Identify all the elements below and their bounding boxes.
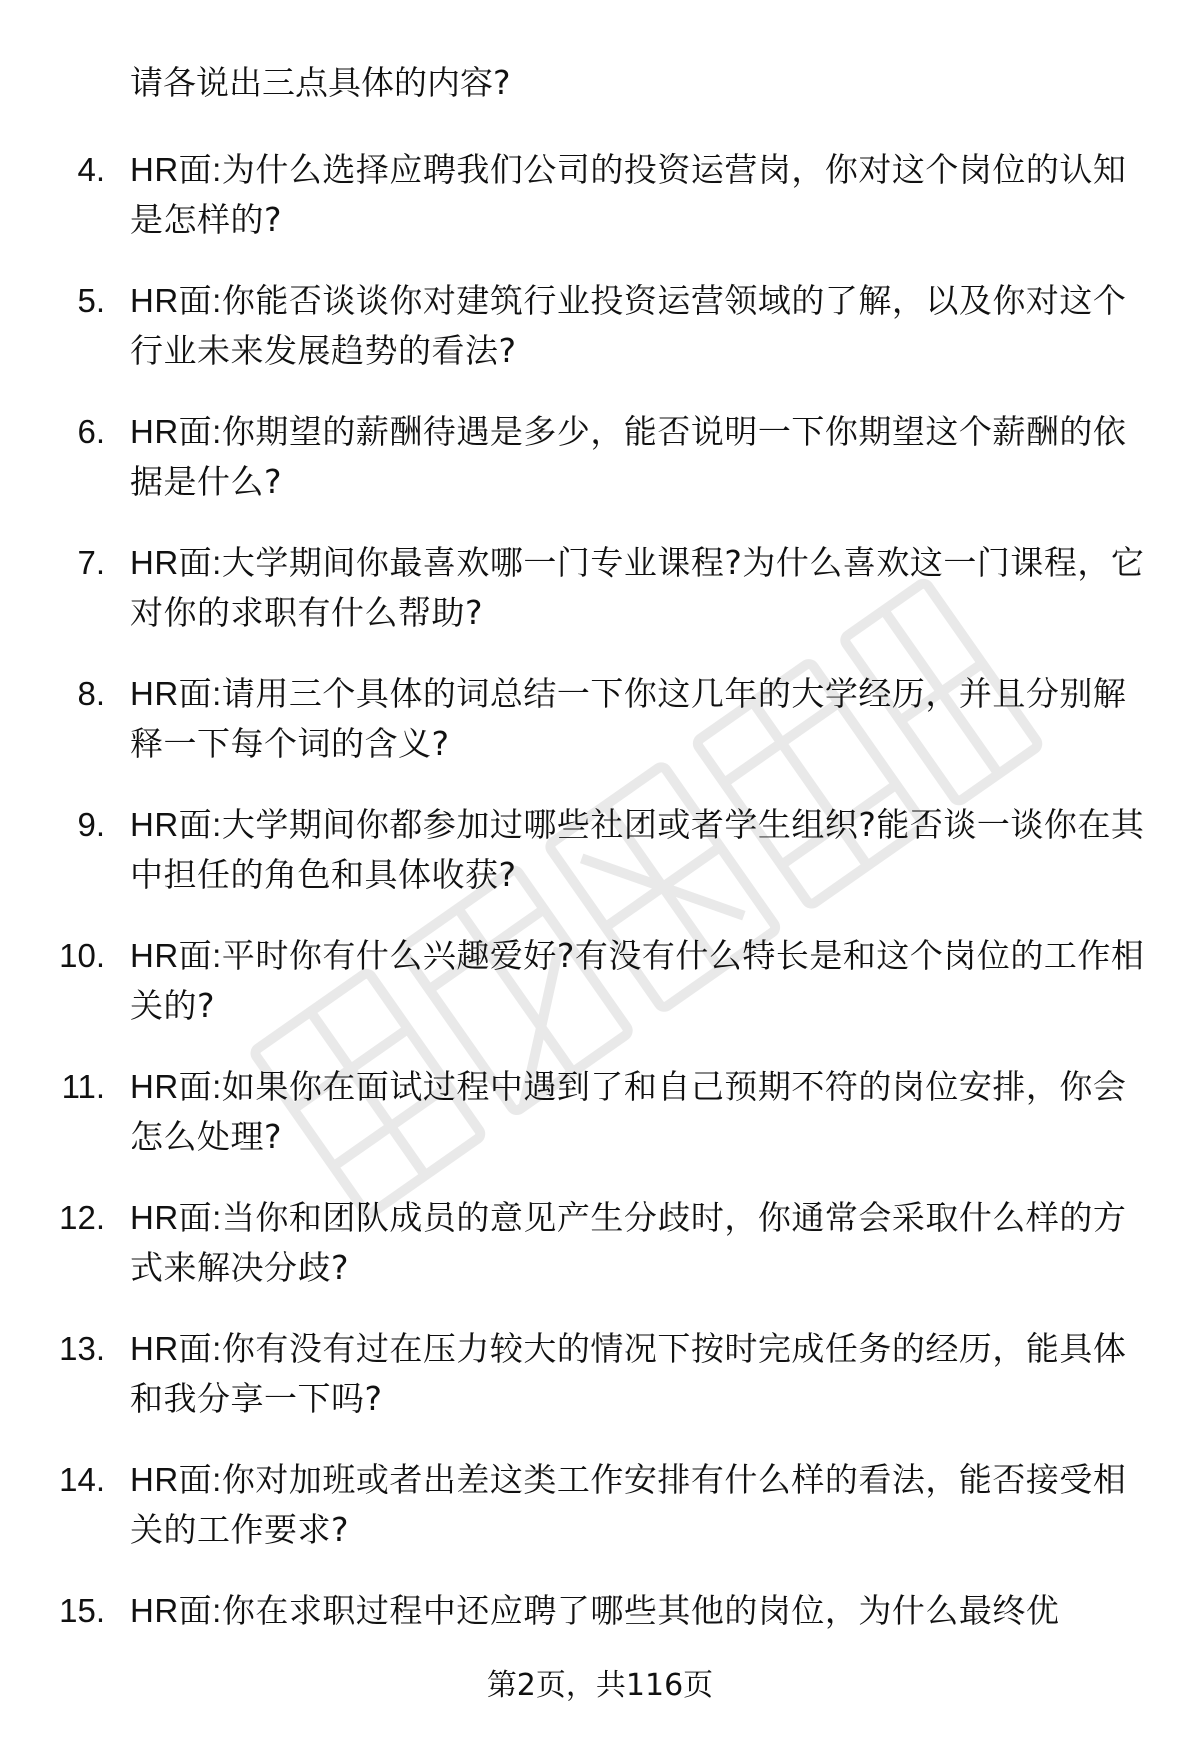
question-item [0, 538, 1200, 669]
question-item [0, 669, 1200, 800]
question-item [0, 1455, 1200, 1586]
question-text [130, 800, 1155, 900]
question-body: 你有没有过在压力较大的情况下按时完成任务的经历，能具体和我分享一下吗? [130, 1329, 1127, 1418]
question-item [0, 1324, 1200, 1455]
question-tag: HR面: [130, 675, 222, 712]
question-number: 4. [77, 151, 105, 188]
question-number: 12. [59, 1199, 105, 1236]
question-tag: HR面: [130, 544, 222, 581]
continuation-line: 请各说出三点具体的内容? [130, 63, 511, 102]
question-body: 你期望的薪酬待遇是多少，能否说明一下你期望这个薪酬的依据是什么? [130, 412, 1127, 501]
question-tag: HR面: [130, 1461, 222, 1498]
question-text [130, 276, 1155, 376]
question-number: 8. [77, 675, 105, 712]
question-item [0, 276, 1200, 407]
question-item [0, 407, 1200, 538]
question-item [0, 1062, 1200, 1193]
question-text [130, 1586, 1155, 1636]
question-list [0, 145, 1200, 1717]
question-number: 15. [59, 1592, 105, 1629]
question-item [0, 1193, 1200, 1324]
question-number: 11. [61, 1068, 105, 1105]
question-body: 如果你在面试过程中遇到了和自己预期不符的岗位安排，你会怎么处理? [130, 1067, 1127, 1156]
question-body: 请用三个具体的词总结一下你这几年的大学经历，并且分别解释一下每个词的含义? [130, 674, 1127, 763]
question-body: 你对加班或者出差这类工作安排有什么样的看法，能否接受相关的工作要求? [130, 1460, 1127, 1549]
question-text [130, 1324, 1155, 1424]
question-tag: HR面: [130, 937, 222, 974]
question-tag: HR面: [130, 282, 222, 319]
question-tag: HR面: [130, 151, 222, 188]
question-text [130, 1062, 1155, 1162]
question-text [130, 407, 1155, 507]
question-number: 10. [59, 937, 105, 974]
page-footer: 第2页，共116页 [486, 1668, 714, 1703]
question-tag: HR面: [130, 1068, 222, 1105]
question-number: 9. [77, 806, 105, 843]
question-body: 你能否谈谈你对建筑行业投资运营领域的了解，以及你对这个行业未来发展趋势的看法? [130, 281, 1127, 370]
question-text [130, 1193, 1155, 1293]
question-tag: HR面: [130, 1330, 222, 1367]
question-item [0, 145, 1200, 276]
question-tag: HR面: [130, 413, 222, 450]
question-number: 14. [59, 1461, 105, 1498]
question-body: 当你和团队成员的意见产生分歧时，你通常会采取什么样的方式来解决分歧? [130, 1198, 1127, 1287]
question-number: 7. [77, 544, 105, 581]
question-text [130, 145, 1155, 245]
question-body: 大学期间你最喜欢哪一门专业课程?为什么喜欢这一门课程，它对你的求职有什么帮助? [130, 543, 1145, 632]
question-text [130, 931, 1155, 1031]
question-tag: HR面: [130, 1592, 222, 1629]
question-text [130, 1455, 1155, 1555]
question-text [130, 538, 1155, 638]
question-number: 13. [59, 1330, 105, 1367]
question-item [0, 800, 1200, 931]
question-body: 大学期间你都参加过哪些社团或者学生组织?能否谈一谈你在其中担任的角色和具体收获? [130, 805, 1145, 894]
question-tag: HR面: [130, 806, 222, 843]
question-number: 5. [77, 282, 105, 319]
question-text [130, 669, 1155, 769]
question-tag: HR面: [130, 1199, 222, 1236]
question-body: 平时你有什么兴趣爱好?有没有什么特长是和这个岗位的工作相关的? [130, 936, 1145, 1025]
question-item [0, 931, 1200, 1062]
question-body: 你在求职过程中还应聘了哪些其他的岗位，为什么最终优 [221, 1591, 1060, 1630]
question-body: 为什么选择应聘我们公司的投资运营岗，你对这个岗位的认知是怎样的? [130, 150, 1127, 239]
question-number: 6. [77, 413, 105, 450]
